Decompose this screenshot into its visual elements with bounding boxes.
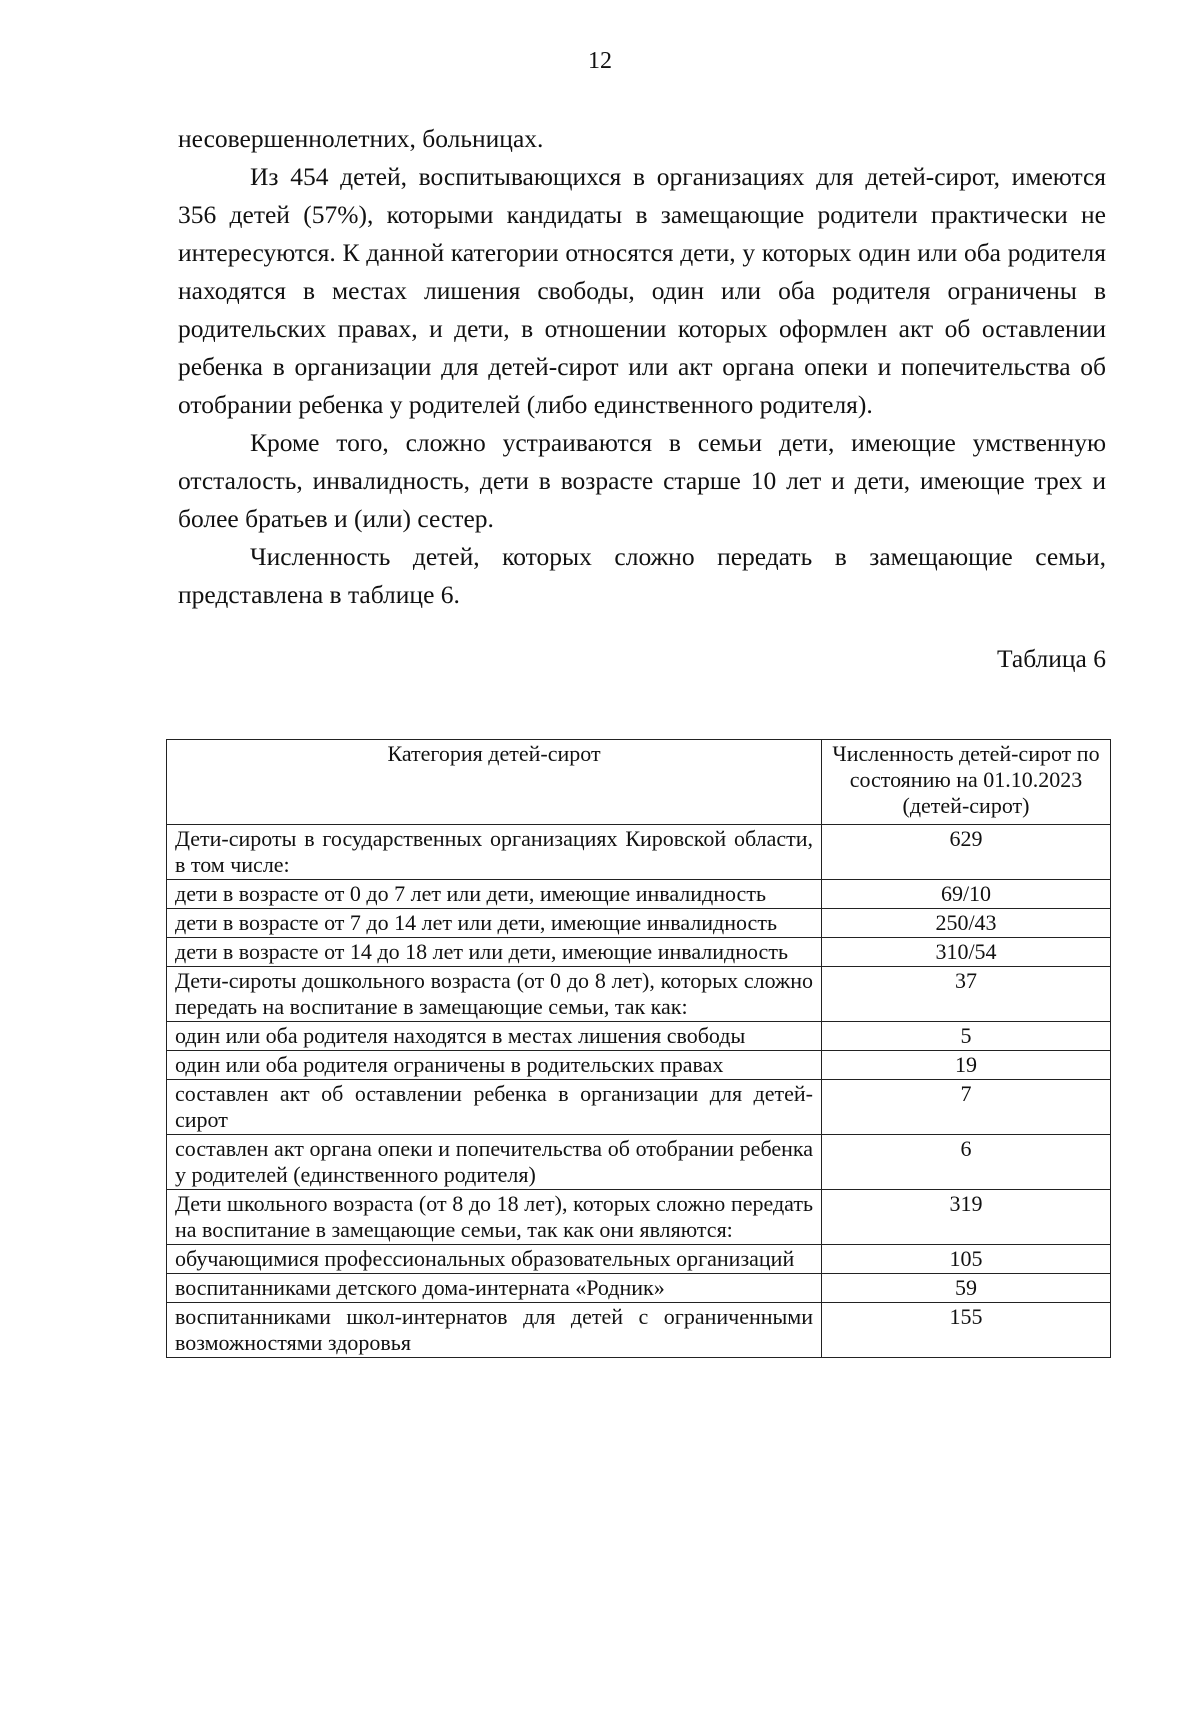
count-cell: 319 bbox=[822, 1190, 1111, 1245]
count-cell: 19 bbox=[822, 1051, 1111, 1080]
category-cell: составлен акт органа опеки и попечительства об отобрании ребенка у родителей (единственного родителя) bbox=[167, 1135, 822, 1190]
paragraph: Численность детей, которых сложно передать в замещающие семьи, представлена в таблице 6. bbox=[178, 542, 1106, 609]
table-row bbox=[167, 880, 1111, 909]
table-row bbox=[167, 1274, 1111, 1303]
table-row bbox=[167, 909, 1111, 938]
table-row bbox=[167, 1051, 1111, 1080]
data-table bbox=[166, 739, 1111, 1358]
category-cell: дети в возрасте от 14 до 18 лет или дети, имеющие инвалидность bbox=[167, 938, 822, 967]
category-cell: Дети школьного возраста (от 8 до 18 лет), которых сложно передать на воспитание в замещающие семьи, так как они являются: bbox=[167, 1190, 822, 1245]
table-row bbox=[167, 1080, 1111, 1135]
count-cell: 69/10 bbox=[822, 880, 1111, 909]
count-cell: 105 bbox=[822, 1245, 1111, 1274]
table-caption: Таблица 6 bbox=[996, 644, 1106, 673]
header-count: Численность детей-сирот по состоянию на 01.10.2023 (детей-сирот) bbox=[822, 740, 1111, 825]
category-cell: дети в возрасте от 0 до 7 лет или дети, имеющие инвалидность bbox=[167, 880, 822, 909]
category-cell: обучающимися профессиональных образовательных организаций bbox=[167, 1245, 822, 1274]
paragraph: Из 454 детей, воспитывающихся в организациях для детей-сирот, имеются 356 детей (57%), которыми кандидаты в замещающие родители практически не интересуются. К данной категории относятся дети, у которых один или оба родителя находятся в местах лишения свободы, один или оба родителя ограничены в родительских правах, и дети, в отношении которых оформлен акт об оставлении ребенка в организации для детей-сирот или акт органа опеки и попечительства об отобрании ребенка у родителей (либо единственного родителя). bbox=[178, 162, 1106, 419]
count-cell: 37 bbox=[822, 967, 1111, 1022]
table-row bbox=[167, 938, 1111, 967]
table-row bbox=[167, 1190, 1111, 1245]
table-row bbox=[167, 825, 1111, 880]
table-row bbox=[167, 967, 1111, 1022]
count-cell: 310/54 bbox=[822, 938, 1111, 967]
category-cell: Дети-сироты в государственных организациях Кировской области, в том числе: bbox=[167, 825, 822, 880]
count-cell: 5 bbox=[822, 1022, 1111, 1051]
paragraph: несовершеннолетних, больницах. bbox=[178, 124, 544, 153]
body-text bbox=[178, 120, 1106, 614]
count-cell: 629 bbox=[822, 825, 1111, 880]
count-cell: 155 bbox=[822, 1303, 1111, 1358]
table-row bbox=[167, 1022, 1111, 1051]
count-cell: 7 bbox=[822, 1080, 1111, 1135]
table-row bbox=[167, 1135, 1111, 1190]
page-number: 12 bbox=[588, 48, 612, 74]
category-cell: Дети-сироты дошкольного возраста (от 0 до 8 лет), которых сложно передать на воспитание в замещающие семьи, так как: bbox=[167, 967, 822, 1022]
count-cell: 250/43 bbox=[822, 909, 1111, 938]
category-cell: один или оба родителя находятся в местах лишения свободы bbox=[167, 1022, 822, 1051]
table-header-row bbox=[167, 740, 1111, 825]
count-cell: 6 bbox=[822, 1135, 1111, 1190]
category-cell: составлен акт об оставлении ребенка в организации для детей-сирот bbox=[167, 1080, 822, 1135]
table-row bbox=[167, 1303, 1111, 1358]
header-category: Категория детей-сирот bbox=[167, 740, 822, 825]
table-row bbox=[167, 1245, 1111, 1274]
paragraph: Кроме того, сложно устраиваются в семьи дети, имеющие умственную отсталость, инвалидность, дети в возрасте старше 10 лет и дети, имеющие трех и более братьев и (или) сестер. bbox=[178, 428, 1106, 533]
category-cell: один или оба родителя ограничены в родительских правах bbox=[167, 1051, 822, 1080]
category-cell: дети в возрасте от 7 до 14 лет или дети, имеющие инвалидность bbox=[167, 909, 822, 938]
category-cell: воспитанниками детского дома-интерната «Родник» bbox=[167, 1274, 822, 1303]
category-cell: воспитанниками школ-интернатов для детей с ограниченными возможностями здоровья bbox=[167, 1303, 822, 1358]
count-cell: 59 bbox=[822, 1274, 1111, 1303]
